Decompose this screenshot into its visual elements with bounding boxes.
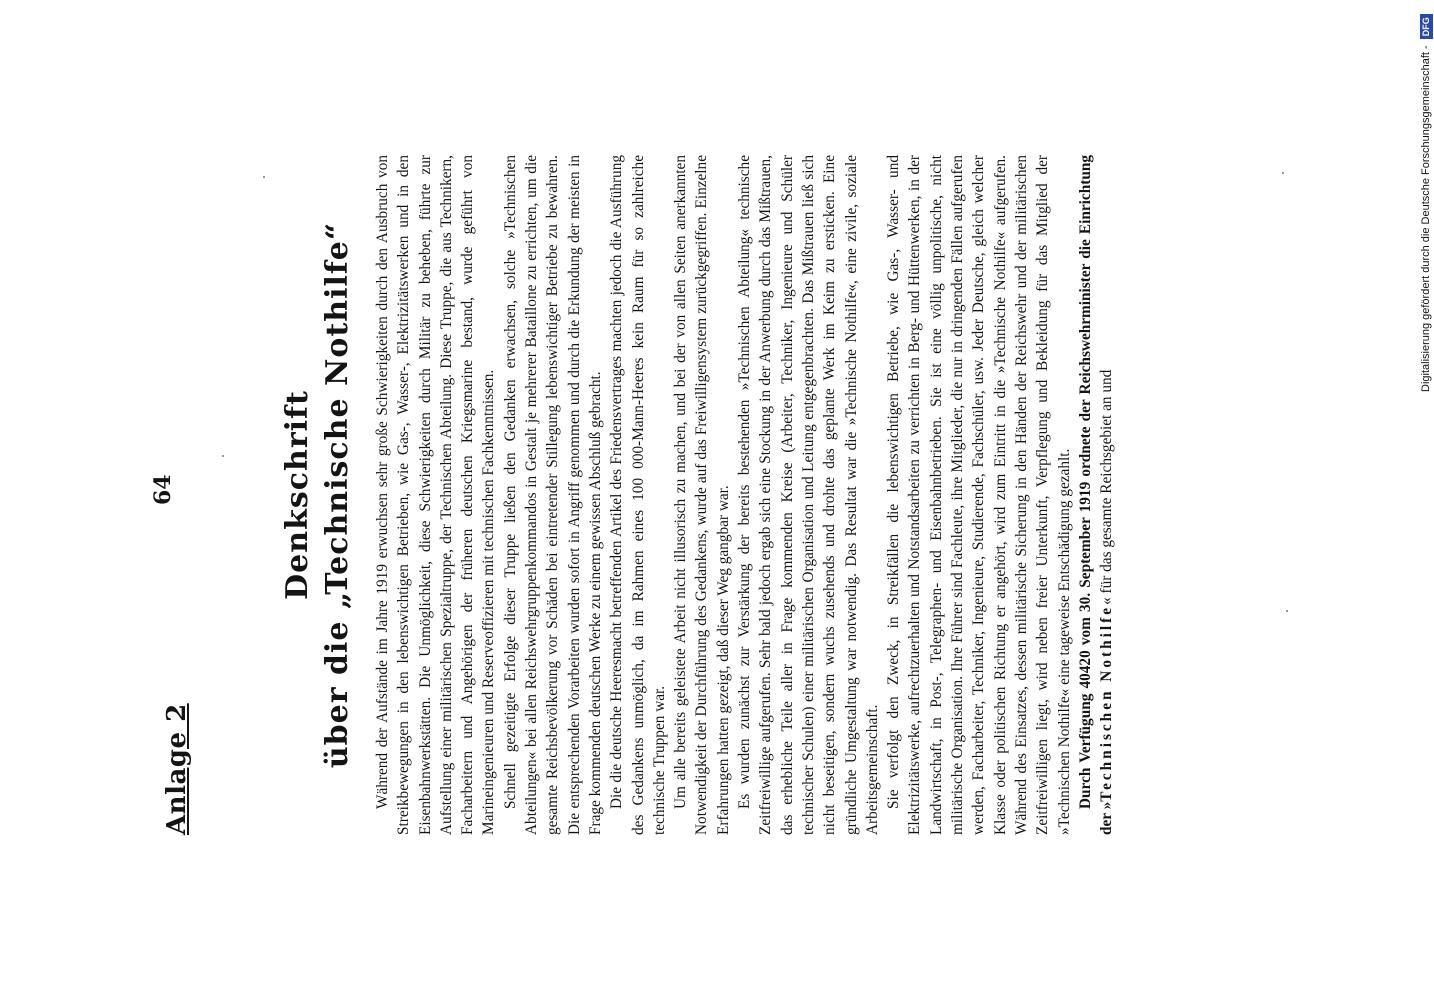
paragraph-6 [1075, 155, 1118, 835]
document-title: Denkschrift [280, 390, 315, 600]
dfg-credit-text: Digitalisierung gefördert durch die Deutsche Forschungsgemeinschaft - [1420, 45, 1432, 392]
paragraph-3: Um alle bereits geleistete Arbeit nicht illusorisch zu machen, und bei der von allen Seiten anerkannten Notwendigkeit der Durchführung des Gedankens, wurde auf das Freiwilligensystem zurückgegriffen. Einzelne Erfahrungen hatten gezeigt, daß dieser Weg gangbar war. [672, 155, 732, 835]
scan-speck [222, 455, 224, 457]
page-number: 64 [150, 474, 176, 505]
document-subtitle: über die „Technische Nothilfe“ [320, 221, 355, 769]
annex-label: Anlage 2 [162, 703, 192, 835]
paragraph-1: Während der Aufstände im Jahre 1919 erwuchsen sehr große Schwierigkeiten durch den Ausbruch von Streikbewegungen in den lebenswichtigen Betrieben, wie Gas-, Wasser-, Elektrizitätswerken und in den Eisenbahnwerkstätten. Die Unmöglichkeit, diese Schwierigkeiten durch Militär zu beheben, führte zur Aufstellung einer militärischen Spezialtruppe, der Technischen Abteilung. Diese Truppe, die aus Technikern, Facharbeitern und Angehörigen der früheren deutschen Kriegsmarine bestand, wurde geführt von Marineingenieuren und Reserveoffizieren mit technischen Fachkenntnissen. [374, 155, 498, 835]
rotated-document-body [150, 155, 1260, 835]
paragraph-4: Es wurden zunächst zur Verstärkung der bereits bestehenden »Technischen Abteilung« technische Zeitfreiwillige aufgerufen. Sehr bald jedoch ergab sich eine Stockung in der Anwerbung durch das Mißtrauen, das erhebliche Teile aller in Frage kommenden Kreise (Arbeiter, Techniker, Ingenieure und Schüler technischer Schulen) einer militärischen Organisation und Leitung entgegenbrachten. Das Mißtrauen ließ sich nicht beseitigen, sondern wuchs zusehends und drohte das geplante Werk im Keim zu ersticken. Eine gründliche Umgestaltung war notwendig. Das Resultat war die »Technische Nothilfe«, eine zivile, soziale Arbeitsgemeinschaft. [736, 155, 881, 835]
scan-speck [1282, 172, 1284, 174]
body-text [372, 155, 1117, 835]
paragraph-2a: Schnell gezeitigte Erfolge dieser Truppe ließen den Gedanken erwachsen, solche »Technischen Abteilungen« bei allen Reichswehrgruppenkommandos in Gestalt je mehrerer Bataillone zu errichten, um die gesamte Reichsbevölkerung vor Schäden bei eintretender Stillegung lebenswichtiger Betriebe zu bewahren. Die entsprechenden Vorarbeiten wurden sofort in Angriff genommen und durch die Erkundung der meisten in Frage kommenden deutschen Werke zu einem gewissen Abschluß gebracht. [501, 155, 604, 835]
paragraph-6-end: « für das gesamte Reichsgebiet an und [1098, 369, 1116, 605]
scan-speck [263, 176, 265, 178]
paragraph-6-spaced: Technischen Nothilfe [1098, 605, 1116, 802]
dfg-credit-sidebar [1418, 2, 1434, 392]
paragraph-2b: Die die deutsche Heeresmacht betreffenden Artikel des Friedensvertrages machten jedoch die Ausführung des Gedankens unmöglich, da im Rahmen eines 100 000-Mann-Heeres kein Raum für so zahlreiche technische Truppen war. [608, 155, 668, 835]
dfg-logo: DFG [1420, 14, 1433, 39]
paragraph-6-start: Durch Verfügung 40420 vom 30. September 1919 ordnete der Reichswehrminister die Einrichtung der » [1076, 155, 1116, 835]
paragraph-5: Sie verfolgt den Zweck, in Streikfällen die lebenswichtigen Betriebe, wie Gas-, Wasser- und Elektrizitätswerke, aufrechtzuerhalten und Notstandsarbeiten zu verrichten in Berg- und Hüttenwerken, in der Landwirtschaft, in Post-, Telegraphen- und Eisenbahnbetrieben. Sie ist eine völlig unpolitische, nicht militärische Organisation. Ihre Führer sind Fachleute, ihre Mitglieder, die nur in dringenden Fällen aufgerufen werden, Facharbeiter, Techniker, Ingenieure, Studierende, Fachschüler, usw. Jeder Deutsche, gleich welcher Klasse oder politischen Richtung er angehört, wird zum Eintritt in die »Technische Nothilfe« aufgerufen. Während des Einsatzes, dessen militärische Sicherung in den Händen der Reichswehr und der militärischen Zeitfreiwilligen liegt, wird neben freier Unterkunft, Verpflegung und Bekleidung für das Mitglied der »Technischen Nothilfe« eine tageweise Entschädigung gezahlt. [885, 155, 1073, 835]
scan-speck [1286, 610, 1288, 612]
